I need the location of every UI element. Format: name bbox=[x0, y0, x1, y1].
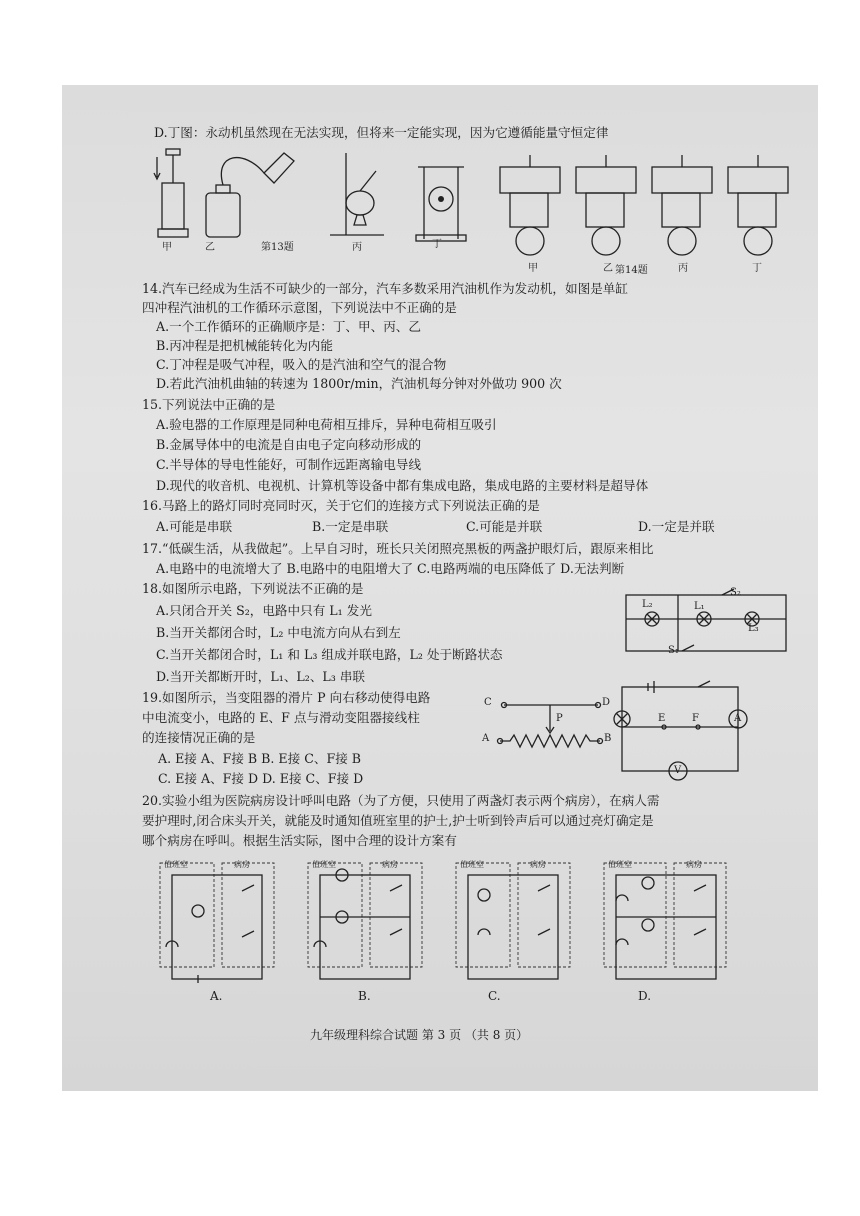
q19-label-d: D bbox=[602, 697, 611, 708]
q18-option-d: D.当开关都断开时，L₁、L₂、L₃ 串联 bbox=[156, 669, 366, 684]
q20-c-duty-room: 值班室 bbox=[460, 860, 484, 869]
q20-c-ward: 病房 bbox=[530, 860, 546, 869]
q19-stem-line1: 19.如图所示，当变阻器的滑片 P 向右移动使得电路 bbox=[142, 690, 431, 705]
q18-stem: 18.如图所示电路，下列说法不正确的是 bbox=[142, 581, 364, 596]
q13-fig-jia bbox=[154, 149, 188, 237]
q14-stem-line2: 四冲程汽油机的工作循环示意图，下列说法中不正确的是 bbox=[142, 300, 457, 315]
q15-option-c: C.半导体的导电性能好，可制作远距离输电导线 bbox=[156, 457, 422, 472]
q14-engine-yi bbox=[576, 155, 636, 255]
q14-option-d: D.若此汽油机曲轴的转速为 1800r/min，汽油机每分钟对外做功 900 次 bbox=[156, 376, 562, 391]
q14-option-c: C.丁冲程是吸气冲程，吸入的是汽油和空气的混合物 bbox=[156, 357, 447, 372]
q19-label-ammeter: A bbox=[734, 713, 742, 724]
q18-option-a: A.只闭合开关 S₂，电路中只有 L₁ 发光 bbox=[156, 603, 372, 618]
q20-d-ward: 病房 bbox=[686, 860, 702, 869]
q19-circuit bbox=[618, 681, 748, 781]
q20-circuit-a bbox=[158, 855, 278, 985]
q20-circuit-c bbox=[454, 855, 574, 985]
q19-options-line2: C. E接 A、F接 D D. E接 C、F接 D bbox=[158, 771, 364, 786]
page-footer: 九年级理科综合试题 第 3 页 （共 8 页） bbox=[310, 1028, 529, 1042]
q13-label-yi: 乙 bbox=[205, 242, 215, 253]
q20-b-ward: 病房 bbox=[382, 860, 398, 869]
q19-label-e: E bbox=[658, 713, 666, 724]
q20-stem-line3: 哪个病房在呼叫。根据生活实际，图中合理的设计方案有 bbox=[142, 833, 457, 848]
q19-options-line1: A. E接 A、F接 B B. E接 C、F接 B bbox=[158, 751, 362, 766]
q16-option-b: B.一定是串联 bbox=[312, 519, 389, 534]
q13-fig-yi bbox=[206, 153, 294, 237]
q14-engine-jia bbox=[500, 155, 560, 255]
q18-label-l3: L₃ bbox=[748, 623, 759, 634]
q14-engine-ding bbox=[728, 155, 788, 255]
q18-label-l2: L₂ bbox=[642, 599, 653, 610]
q14-label-ding: 丁 bbox=[752, 263, 762, 274]
q18-label-s2: S₂ bbox=[730, 587, 741, 598]
q19-label-b: B bbox=[604, 733, 612, 744]
q18-option-c: C.当开关都闭合时，L₁ 和 L₃ 组成并联电路，L₂ 处于断路状态 bbox=[156, 647, 503, 662]
q14-engine-figures bbox=[496, 155, 806, 255]
q18-switch-s1 bbox=[682, 645, 694, 651]
q19-label-a: A bbox=[482, 733, 490, 744]
q15-option-a: A.验电器的工作原理是同种电荷相互排斥，异种电荷相互吸引 bbox=[156, 417, 497, 432]
q16-option-a: A.可能是串联 bbox=[156, 519, 233, 534]
q13-fig-ding bbox=[416, 167, 466, 241]
q19-rheostat bbox=[490, 699, 610, 751]
q14-stem-line1: 14.汽车已经成为生活不可缺少的一部分，汽车多数采用汽油机作为发动机，如图是单缸 bbox=[142, 281, 628, 296]
q14-label-bing: 丙 bbox=[678, 263, 688, 274]
q20-stem-line2: 要护理时,闭合床头开关，就能及时通知值班室里的护士,护士听到铃声后可以通过亮灯确定是 bbox=[142, 813, 654, 828]
q14-engine-bing bbox=[652, 155, 712, 255]
q16-option-c: C.可能是并联 bbox=[466, 519, 543, 534]
q15-option-b: B.金属导体中的电流是自由电子定向移动形成的 bbox=[156, 437, 422, 452]
q19-label-voltmeter: V bbox=[674, 765, 682, 776]
q14-label-jia: 甲 bbox=[528, 263, 538, 274]
q20-b-duty-room: 值班室 bbox=[312, 860, 336, 869]
q13-option-d: D.丁图：永动机虽然现在无法实现，但将来一定能实现，因为它遵循能量守恒定律 bbox=[154, 125, 609, 140]
q15-stem: 15.下列说法中正确的是 bbox=[142, 397, 276, 412]
q20-circuit-d bbox=[602, 855, 732, 985]
q13-label-bing: 丙 bbox=[352, 242, 362, 253]
exam-page-photo bbox=[62, 85, 818, 1091]
q17-options: A.电路中的电流增大了 B.电路中的电阻增大了 C.电路两端的电压降低了 D.无法判断 bbox=[156, 561, 625, 576]
q13-label-ding: 丁 bbox=[432, 239, 442, 250]
q20-circuit-b bbox=[306, 855, 426, 985]
q20-a-duty-room: 值班室 bbox=[164, 860, 188, 869]
q13-caption: 第13题 bbox=[261, 242, 294, 253]
q13-label-jia: 甲 bbox=[162, 242, 172, 253]
q18-option-b: B.当开关都闭合时，L₂ 中电流方向从右到左 bbox=[156, 625, 401, 640]
q19-stem-line2: 中电流变小，电路的 E、F 点与滑动变阻器接线柱 bbox=[142, 710, 420, 725]
q16-option-d: D.一定是并联 bbox=[638, 519, 715, 534]
q19-stem-line3: 的连接情况正确的是 bbox=[142, 730, 256, 745]
q18-label-l1: L₁ bbox=[694, 601, 705, 612]
q20-option-d-label: D. bbox=[638, 989, 652, 1003]
q14-caption: 第14题 bbox=[615, 265, 648, 276]
q19-label-f: F bbox=[692, 713, 699, 724]
q14-label-yi: 乙 bbox=[603, 263, 613, 274]
q20-option-b-label: B. bbox=[358, 989, 371, 1003]
q20-stem-line1: 20.实验小组为医院病房设计呼叫电路（为了方便，只使用了两盏灯表示两个病房），在病人需 bbox=[142, 793, 660, 808]
q14-option-b: B.丙冲程是把机械能转化为内能 bbox=[156, 338, 333, 353]
q19-label-p: P bbox=[556, 713, 563, 724]
q13-fig-bing bbox=[330, 153, 384, 235]
q20-option-a-label: A. bbox=[210, 989, 223, 1003]
q15-option-d: D.现代的收音机、电视机、计算机等设备中都有集成电路，集成电路的主要材料是超导体 bbox=[156, 478, 649, 493]
q16-stem: 16.马路上的路灯同时亮同时灭，关于它们的连接方式下列说法正确的是 bbox=[142, 498, 540, 513]
q20-d-duty-room: 值班室 bbox=[608, 860, 632, 869]
q20-option-c-label: C. bbox=[488, 989, 501, 1003]
q20-a-ward: 病房 bbox=[234, 860, 250, 869]
q17-stem: 17.“低碳生活，从我做起”。上早自习时，班长只关闭照亮黑板的两盏护眼灯后，跟原来相比 bbox=[142, 541, 654, 556]
q18-label-s1: S₁ bbox=[668, 645, 679, 656]
q19-label-c: C bbox=[484, 697, 492, 708]
q14-option-a: A.一个工作循环的正确顺序是：丁、甲、丙、乙 bbox=[156, 319, 421, 334]
